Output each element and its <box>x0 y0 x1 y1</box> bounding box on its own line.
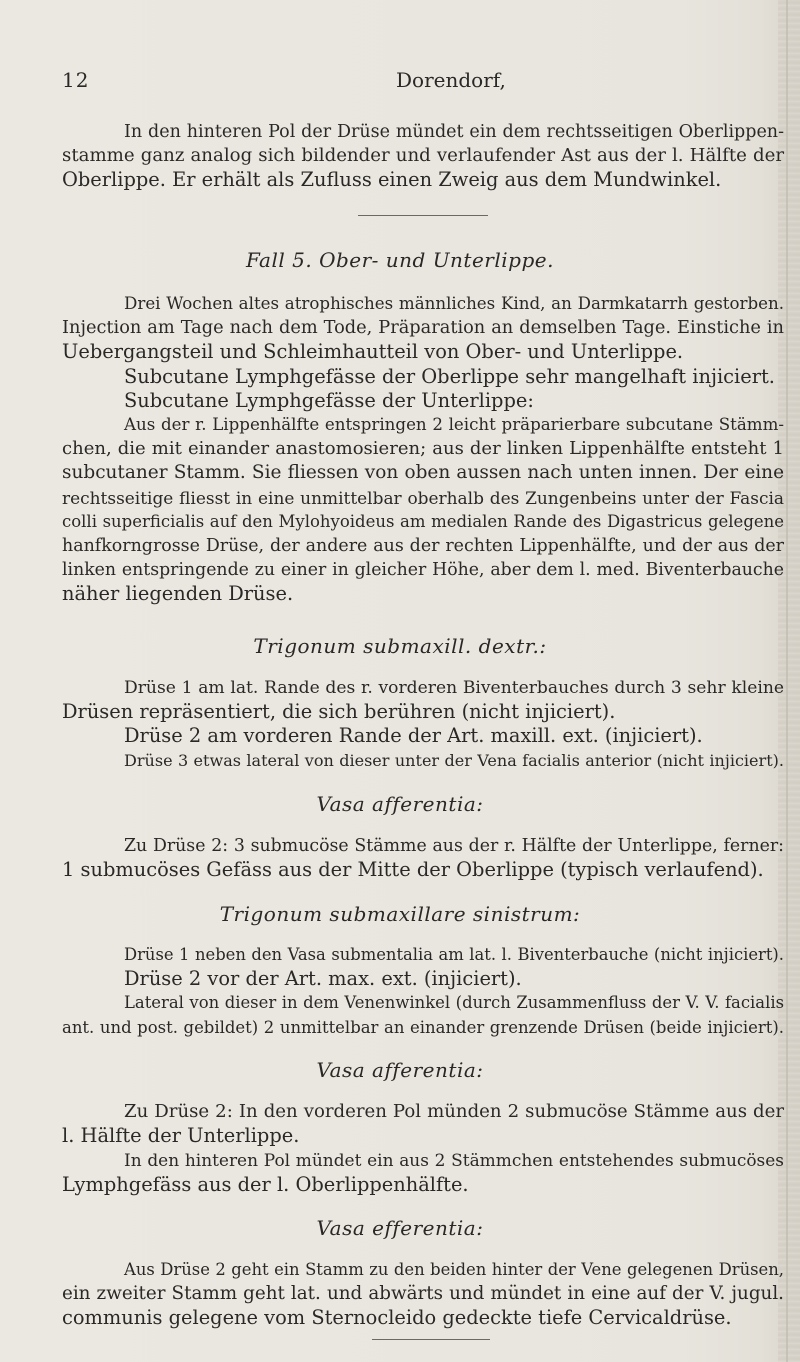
text-line: Subcutane Lymphgefässe der Unterlippe: <box>124 388 534 412</box>
text-line: Drüse 2 am vorderen Rande der Art. maxill. ext. (injiciert). <box>124 724 703 748</box>
text-line: ant. und post. gebildet) 2 unmittelbar an einander grenzende Drüsen (beide injiciert). <box>62 1017 784 1037</box>
text-line: Zu Drüse 2: 3 submucöse Stämme aus der r. Hälfte der Unterlippe, ferner: <box>124 836 784 856</box>
section-divider <box>358 215 488 216</box>
text-line: Drüsen repräsentiert, die sich berühren (nicht injiciert). <box>62 700 616 724</box>
text-line: Zu Drüse 2: In den vorderen Pol münden 2 submucöse Stämme aus der <box>124 1101 784 1122</box>
text-line: communis gelegene vom Sternocleido gedeckte tiefe Cervicaldrüse. <box>62 1306 732 1330</box>
trigonum-dextr-paragraph <box>62 676 784 773</box>
intro-paragraph <box>62 120 784 193</box>
text-line: Subcutane Lymphgefässe der Oberlippe sehr mangelhaft injiciert. <box>124 364 775 388</box>
text-line: näher liegenden Drüse. <box>62 582 294 606</box>
text-line: linken entspringende zu einer in gleicher Höhe, aber dem l. med. Biventerbauche <box>62 560 784 581</box>
text-line: Drüse 1 neben den Vasa submentalia am lat. l. Biventerbauche (nicht injiciert). <box>124 945 784 964</box>
text-line: Drei Wochen altes atrophisches männliches Kind, an Darmkatarrh gestorben. <box>124 294 784 313</box>
text-line: Drüse 1 am lat. Rande des r. vorderen Biventerbauches durch 3 sehr kleine <box>124 678 784 698</box>
subheading-trigonum-dextr: Trigonum submaxill. dextr.: <box>253 634 547 658</box>
text-line: Injection am Tage nach dem Tode, Präparation an demselben Tage. Einstiche in <box>62 318 784 339</box>
text-line: Oberlippe. Er erhält als Zufluss einen Zweig aus dem Mundwinkel. <box>62 168 722 192</box>
text-line: Aus Drüse 2 geht ein Stamm zu den beiden hinter der Vene gelegenen Drüsen, <box>124 1260 784 1279</box>
subheading-vasa-afferentia-2: Vasa afferentia: <box>316 1058 484 1082</box>
text-line: ein zweiter Stamm geht lat. und abwärts und mündet in eine auf der V. jugul. <box>62 1283 784 1305</box>
text-line: In den hinteren Pol mündet ein aus 2 Stämmchen entstehendes submucöses <box>124 1150 784 1171</box>
text-line: Drüse 2 vor der Art. max. ext. (injiciert). <box>124 967 522 991</box>
text-line: Drüse 3 etwas lateral von dieser unter der Vena facialis anterior (nicht injiciert). <box>124 750 784 770</box>
section-heading-fall-5: Fall 5. Ober- und Unterlippe. <box>246 248 554 272</box>
subheading-vasa-afferentia-1: Vasa afferentia: <box>316 792 484 816</box>
trigonum-sinistrum-paragraph <box>62 943 784 1040</box>
vasa-efferentia-paragraph <box>62 1258 784 1331</box>
text-line: hanfkorngrosse Drüse, der andere aus der rechten Lippenhälfte, und der aus der <box>62 535 784 556</box>
text-line: l. Hälfte der Unterlippe. <box>62 1124 300 1148</box>
end-divider <box>372 1339 490 1340</box>
text-line: In den hinteren Pol der Drüse mündet ein dem rechtsseitigen Oberlippen- <box>124 122 784 142</box>
text-line: subcutaner Stamm. Sie fliessen von oben aussen nach unten innen. Der eine <box>62 462 784 484</box>
subheading-vasa-efferentia: Vasa efferentia: <box>316 1216 484 1240</box>
text-line: Uebergangsteil und Schleimhautteil von Ober- und Unterlippe. <box>62 340 684 364</box>
text-line: rechtsseitige fliesst in eine unmittelbar oberhalb des Zungenbeins unter der Fascia <box>62 487 784 508</box>
subheading-trigonum-sinistrum: Trigonum submaxillare sinistrum: <box>219 902 581 926</box>
text-line: stamme ganz analog sich bildender und verlaufender Ast aus der l. Hälfte der <box>62 145 784 167</box>
fall-5-paragraph <box>62 292 784 606</box>
text-line: Aus der r. Lippenhälfte entspringen 2 leicht präparierbare subcutane Stämm- <box>124 414 784 434</box>
page-edge-line <box>786 0 788 1362</box>
running-head: Dorendorf, <box>396 68 506 92</box>
text-line: Lymphgefäss aus der l. Oberlippenhälfte. <box>62 1172 469 1196</box>
vasa-afferentia-2-paragraph <box>62 1100 784 1197</box>
text-line: colli superficialis auf den Mylohyoideus am medialen Rande des Digastricus gelegene <box>62 511 784 531</box>
vasa-afferentia-1-paragraph <box>62 834 784 882</box>
page-number: 12 <box>62 68 90 92</box>
page-header <box>62 68 762 94</box>
text-line: Lateral von dieser in dem Venenwinkel (durch Zusammenfluss der V. V. facialis <box>124 993 784 1013</box>
text-line: chen, die mit einander anastomosieren; aus der linken Lippenhälfte entsteht 1 <box>62 438 784 460</box>
text-line: 1 submucöses Gefäss aus der Mitte der Oberlippe (typisch verlaufend). <box>62 858 764 882</box>
